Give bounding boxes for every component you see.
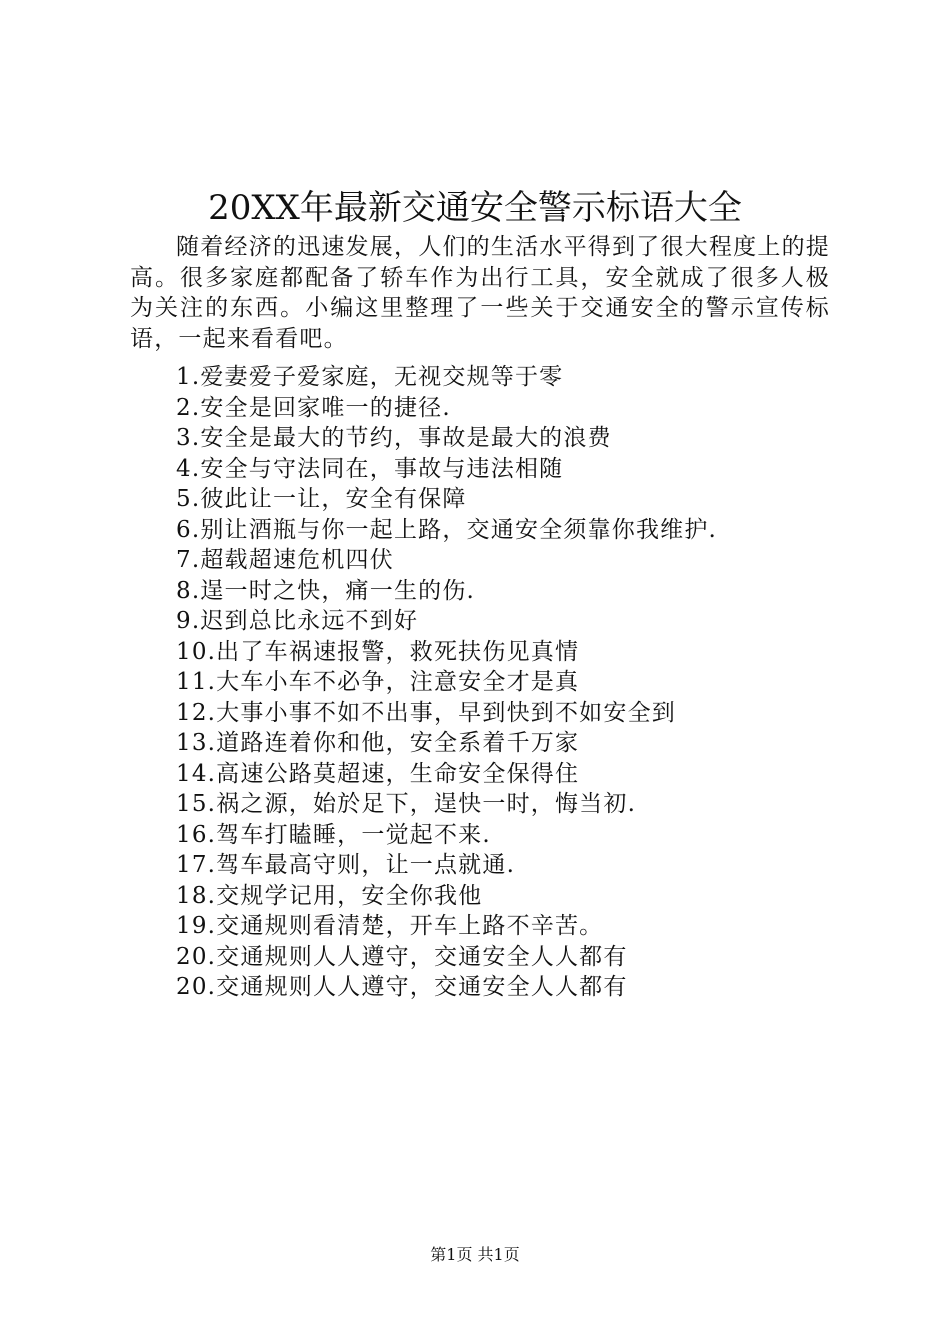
list-item: 13.道路连着你和他，安全系着千万家	[176, 730, 580, 756]
list-item: 18.交规学记用，安全你我他	[176, 882, 483, 909]
list-item: 15.祸之源，始於足下，逞快一时，悔当初.	[176, 791, 637, 817]
list-item: 19.交通规则看清楚，开车上路不辛苦。	[176, 913, 604, 939]
list-item: 3.安全是最大的节约，事故是最大的浪费	[176, 425, 612, 451]
list-item: 4.安全与守法同在，事故与违法相随	[176, 455, 564, 482]
list-item: 2.安全是回家唯一的捷径.	[176, 394, 451, 421]
list-item: 20.交通规则人人遵守，交通安全人人都有	[176, 943, 628, 970]
list-item: 1.爱妻爱子爱家庭，无视交规等于零	[176, 364, 564, 390]
list-item: 8.逞一时之快，痛一生的伤.	[176, 577, 476, 604]
list-item: 20.交通规则人人遵守，交通安全人人都有	[176, 974, 628, 1000]
list-item: 17.驾车最高守则，让一点就通.	[176, 852, 516, 878]
list-item: 5.彼此让一让，安全有保障	[176, 486, 467, 512]
page-footer: 第1页 共1页	[430, 1245, 520, 1264]
slogan-list	[176, 362, 717, 1003]
intro-paragraph: 随着经济的迅速发展，人们的生活水平得到了很大程度上的提高。很多家庭都配备了轿车作为出行工具，安全就成了很多人极为关注的东西。小编这里整理了一些关于交通安全的警示宣传标语，一起来看看吧。	[130, 234, 830, 352]
list-item: 14.高速公路莫超速，生命安全保得住	[176, 760, 580, 787]
list-item: 10.出了车祸速报警，救死扶伤见真情	[176, 638, 580, 665]
list-item: 12.大事小事不如不出事，早到快到不如安全到	[176, 699, 676, 726]
list-item: 11.大车小车不必争，注意安全才是真	[176, 669, 580, 695]
document-title: 20XX年最新交通安全警示标语大全	[208, 188, 742, 228]
list-item: 9.迟到总比永远不到好	[176, 608, 419, 634]
list-item: 6.别让酒瓶与你一起上路，交通安全须靠你我维护.	[176, 516, 718, 543]
list-item: 16.驾车打瞌睡，一觉起不来.	[176, 821, 491, 848]
list-item: 7.超载超速危机四伏	[176, 547, 394, 573]
